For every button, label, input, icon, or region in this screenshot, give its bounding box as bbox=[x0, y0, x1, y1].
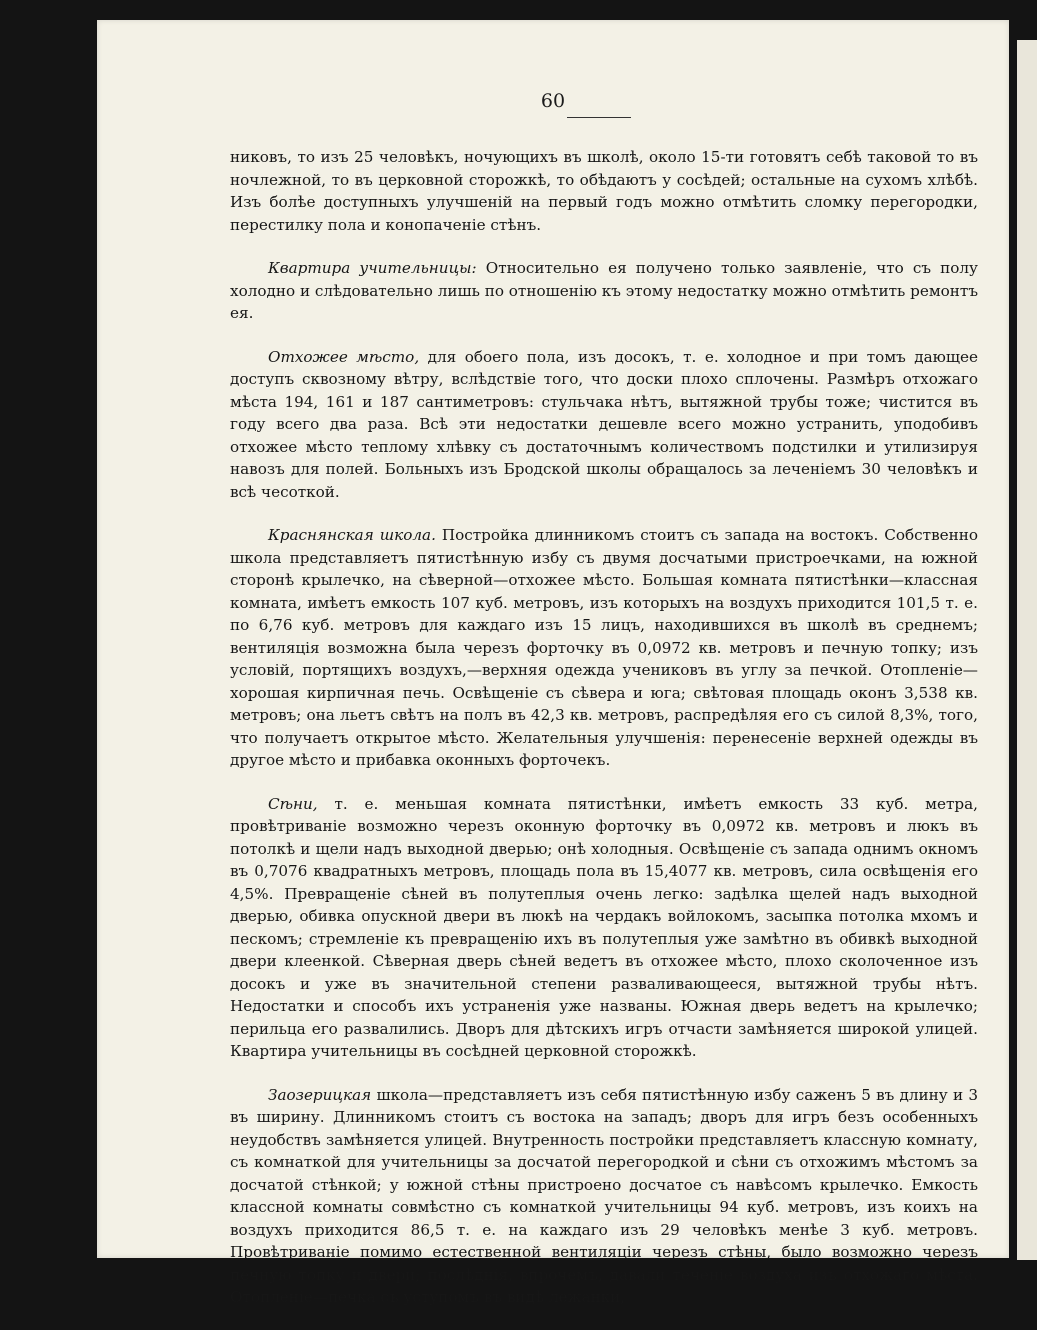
paragraph-5 bbox=[230, 793, 978, 1063]
body-text bbox=[230, 146, 978, 1330]
paragraph-1 bbox=[230, 146, 978, 236]
paragraph-6-lead: Заозерицкая bbox=[268, 1085, 372, 1104]
paragraph-2 bbox=[230, 257, 978, 325]
paragraph-5-text: т. е. меньшая комната пятистѣнки, имѣетъ емкость 33 куб. метра, провѣтриваніе возможно черезъ оконную форточку въ 0,0972 кв. метровъ и люкъ въ потолкѣ и щели надъ выходной дверью; онѣ холодныя. Освѣщеніе съ запада однимъ окномъ въ 0,7076 квадратныхъ метровъ, площадь пола въ 15,4077 кв. метровъ, сила освѣщенія его 4,5%. Превращеніе сѣней въ полутеплыя очень легко: задѣлка щелей надъ выходной дверью, обивка опускной двери въ люкѣ на чердакъ войлокомъ, засыпка потолка мхомъ и пескомъ; стремленіе къ превращенію ихъ въ полутеплыя уже замѣтно въ обивкѣ выходной двери клеенкой. Сѣверная дверь сѣней ведетъ въ отхожее мѣсто, плохо сколоченное изъ досокъ и уже въ значительной степени разваливающееся, вытяжной трубы нѣтъ. Недостатки и способъ ихъ устраненія уже названы. Южная дверь ведетъ на крылечко; перильца его развалились. Дворъ для дѣтскихъ игръ отчасти замѣняется широкой улицей. Квартира учительницы въ сосѣдней церковной сторожкѣ. bbox=[230, 794, 978, 1060]
paragraph-4-text: Постройка длинникомъ стоитъ съ запада на востокъ. Собственно школа представляетъ пятистѣнную избу съ двумя досчатыми пристроечками, на южной сторонѣ крылечко, на сѣверной—отхожее мѣсто. Большая комната пятистѣнки—классная комната, имѣетъ емкость 107 куб. метровъ, изъ которыхъ на воздухъ приходится 101,5 т. е. по 6,76 куб. метровъ для каждаго изъ 15 лицъ, находившихся въ школѣ въ среднемъ; вентиляція возможна была черезъ форточку въ 0,0972 кв. метровъ и печную топку; изъ условій, портящихъ воздухъ,—верхняя одежда учениковъ въ углу за печкой. Отопленіе—хорошая кирпичная печь. Освѣщеніе съ сѣвера и юга; свѣтовая площадь оконъ 3,538 кв. метровъ; она льетъ свѣтъ на полъ въ 42,3 кв. метровъ, распредѣляя его съ силой 8,3%, того, что получаетъ открытое мѣсто. Желательныя улучшенія: перенесеніе верхней одежды въ другое мѣсто и прибавка оконныхъ форточекъ. bbox=[230, 526, 978, 769]
paragraph-5-lead: Сѣни, bbox=[268, 794, 318, 813]
paragraph-3-text: для обоего пола, изъ досокъ, т. е. холодное и при томъ дающее доступъ сквозному вѣтру, вслѣдствіе того, что доски плохо сплочены. Размѣръ отхожаго мѣста 194, 161 и 187 сантиметровъ: стульчака нѣтъ, вытяжной трубы тоже; чистится въ году всего два раза. Всѣ эти недостатки дешевле всего можно устранить, уподобивъ отхожее мѣсто теплому хлѣвку съ достаточнымъ количествомъ подстилки и утилизируя навозъ для полей. Больныхъ изъ Бродской школы обращалось за леченіемъ 30 человѣкъ и всѣ чесоткой. bbox=[230, 347, 978, 501]
paragraph-6-text: школа—представляетъ изъ себя пятистѣнную избу саженъ 5 въ длину и 3 въ ширину. Длинникомъ стоитъ съ востока на западъ; дворъ для игръ безъ особенныхъ неудобствъ замѣняется улицей. Внутренность постройки представляетъ классную комнату, съ комнаткой для учительницы за досчатой перегородкой и сѣни съ отхожимъ мѣстомъ за досчатой стѣнкой; у южной стѣны пристроено досчатое съ навѣсомъ крылечко. Емкость классной комнаты совмѣстно съ комнаткой учительницы 94 куб. метровъ, изъ коихъ на воздухъ приходится 86,5 т. е. на каждаго изъ 29 человѣкъ менѣе 3 куб. метровъ. Провѣтриваніе помимо естественной вентиляціи черезъ стѣны, было возможно черезъ печную топку и двери; послѣднія, впрочемъ, давали теченіе воздуха изъ отхожаго мѣста. Отопленіе—печка съ уступомъ въ видѣ лежанки, bbox=[230, 1085, 978, 1306]
paragraph-1-text: никовъ, то изъ 25 человѣкъ, ночующихъ въ школѣ, около 15-ти готовятъ себѣ таковой то въ ночлежной, то въ церковной сторожкѣ, то обѣдаютъ у сосѣдей; остальные на сухомъ хлѣбѣ. Изъ болѣе доступныхъ улучшеній на первый годъ можно отмѣтить сломку перегородки, перестилку пола и конопаченіе стѣнъ. bbox=[230, 148, 978, 234]
paragraph-4-lead: Краснянская школа. bbox=[268, 526, 436, 544]
page-number: 60 bbox=[540, 90, 566, 112]
scanned-page bbox=[97, 20, 1009, 1306]
paragraph-2-text: Относительно ея получено только заявленіе, что съ полу холодно и слѣдовательно лишь по отношенію къ этому недостатку можно отмѣтить ремонтъ ея. bbox=[230, 259, 978, 322]
page-number-rule bbox=[567, 117, 631, 118]
paragraph-4 bbox=[230, 524, 978, 772]
paragraph-6 bbox=[230, 1084, 978, 1309]
adjacent-page-edge bbox=[1017, 40, 1037, 1260]
paragraph-2-lead: Квартира учительницы: bbox=[268, 259, 477, 277]
paragraph-3-lead: Отхожее мѣсто, bbox=[268, 347, 420, 366]
paragraph-3 bbox=[230, 346, 978, 504]
